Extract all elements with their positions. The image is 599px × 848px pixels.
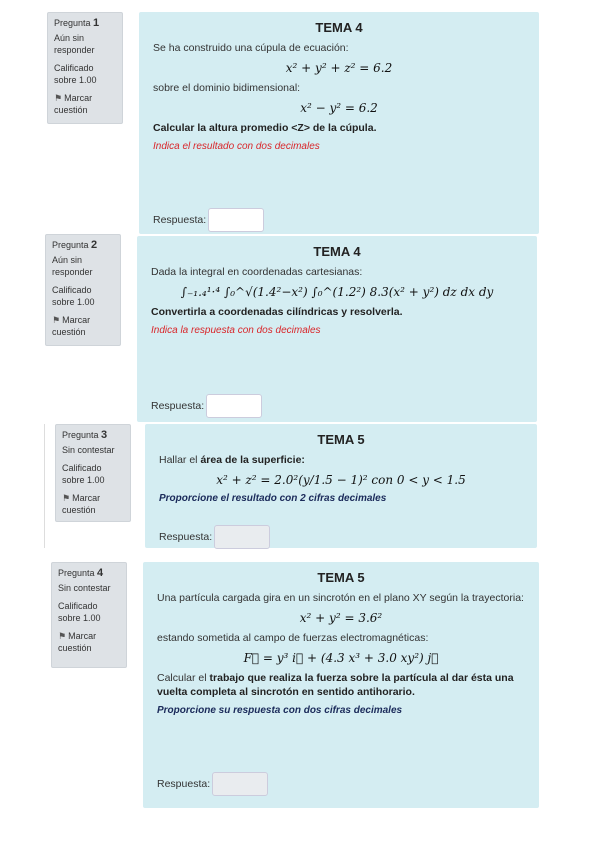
question-title: TEMA 4	[313, 244, 361, 259]
question-status: Aún sin responder	[54, 33, 95, 55]
question-grade: Calificado sobre 1.00	[62, 463, 105, 485]
answer-input[interactable]	[208, 208, 264, 232]
question-content: TEMA 5 Hallar el área de la superficie: x² + z² = 2.0²(y/1.5 − 1)² con 0 < y < 1.5 Proporcione el resultado con 2 cifras decimales Respuesta:	[145, 424, 537, 548]
question-content: TEMA 4 Dada la integral en coordenadas cartesianas: ∫₋₁.₄¹·⁴ ∫₀^√(1.4²−x²) ∫₀^(1.2²) 8.3(x² + y²) dz dx dy Convertirla a coordenadas cilíndricas y resolverla. Indica la respuesta con dos decimales Respuesta:	[137, 236, 537, 422]
question-title: TEMA 5	[317, 432, 365, 447]
equation: x² + z² = 2.0²(y/1.5 − 1)² con 0 < y < 1.5	[216, 473, 466, 487]
question-content: TEMA 4 Se ha construido una cúpula de ecuación: x² + y² + z² = 6.2 sobre el dominio bidimensional: x² − y² = 6.2 Calcular la altura promedio <Z> de la cúpula. Indica el resultado con dos decimales Respuesta:	[139, 12, 539, 234]
hint-text: Indica la respuesta con dos decimales	[151, 325, 321, 336]
instruction-text: Proporcione el resultado con 2 cifras decimales	[159, 493, 387, 504]
question-title: TEMA 5	[317, 570, 365, 585]
answer-input[interactable]	[214, 525, 270, 549]
equation: ∫₋₁.₄¹·⁴ ∫₀^√(1.4²−x²) ∫₀^(1.2²) 8.3(x² + y²) dz dx dy	[180, 285, 494, 299]
question-status: Sin contestar	[58, 583, 111, 593]
answer-row: Respuesta:	[159, 525, 270, 549]
answer-row: Respuesta:	[153, 208, 264, 232]
question-number: 2	[91, 239, 98, 251]
question-info: Pregunta 2 Aún sin responder Calificado sobre 1.00 ⚑ Marcar cuestión	[45, 234, 121, 346]
question-grade: Calificado sobre 1.00	[52, 285, 95, 307]
flag-question-link[interactable]: ⚑ Marcar cuestión	[62, 493, 101, 515]
answer-input[interactable]	[212, 772, 268, 796]
flag-question-link[interactable]: ⚑ Marcar cuestión	[54, 93, 93, 115]
question-info: Pregunta 4 Sin contestar Calificado sobre 1.00 ⚑ Marcar cuestión	[51, 562, 127, 668]
flag-icon: ⚑	[54, 93, 63, 103]
flag-icon: ⚑	[52, 315, 61, 325]
flag-question-link[interactable]: ⚑ Marcar cuestión	[58, 631, 97, 653]
answer-row: Respuesta:	[157, 772, 268, 796]
flag-question-link[interactable]: ⚑ Marcar cuestión	[52, 315, 91, 337]
question-number: 3	[101, 429, 108, 441]
question-info: Pregunta 1 Aún sin responder Calificado sobre 1.00 ⚑ Marcar cuestión	[47, 12, 123, 124]
question-info: Pregunta 3 Sin contestar Calificado sobre 1.00 ⚑ Marcar cuestión	[55, 424, 131, 522]
hint-text: Indica el resultado con dos decimales	[153, 141, 320, 152]
equation: x² + y² + z² = 6.2	[285, 61, 393, 75]
divider	[44, 424, 45, 548]
equation: x² − y² = 6.2	[300, 101, 378, 115]
flag-icon: ⚑	[58, 631, 67, 641]
flag-icon: ⚑	[62, 493, 71, 503]
answer-row: Respuesta:	[151, 394, 262, 418]
equation: F⃗ = y³ i⃗ + (4.3 x³ + 3.0 xy²) j⃗	[243, 651, 439, 665]
question-title: TEMA 4	[315, 20, 363, 35]
equation: x² + y² = 3.6²	[299, 611, 383, 625]
instruction-text: Proporcione su respuesta con dos cifras decimales	[157, 705, 403, 716]
question-status: Sin contestar	[62, 445, 115, 455]
question-content: TEMA 5 Una partícula cargada gira en un sincrotón en el plano XY según la trayectoria: x² + y² = 3.6² estando sometida al campo de fuerzas electromagnéticas: F⃗ = y³ i⃗ + (4.3 x³ + 3.0 xy²) j⃗ Calcular el trabajo que realiza la fuerza sobre la partícula al dar ésta una vuelta completa al sincrotón en sentido antihorario. Proporcione su respuesta con dos cifras decimales Respuesta:	[143, 562, 539, 808]
question-number: 4	[97, 567, 104, 579]
answer-input[interactable]	[206, 394, 262, 418]
question-number: 1	[93, 17, 100, 29]
question-grade: Calificado sobre 1.00	[54, 63, 97, 85]
question-grade: Calificado sobre 1.00	[58, 601, 101, 623]
question-status: Aún sin responder	[52, 255, 93, 277]
